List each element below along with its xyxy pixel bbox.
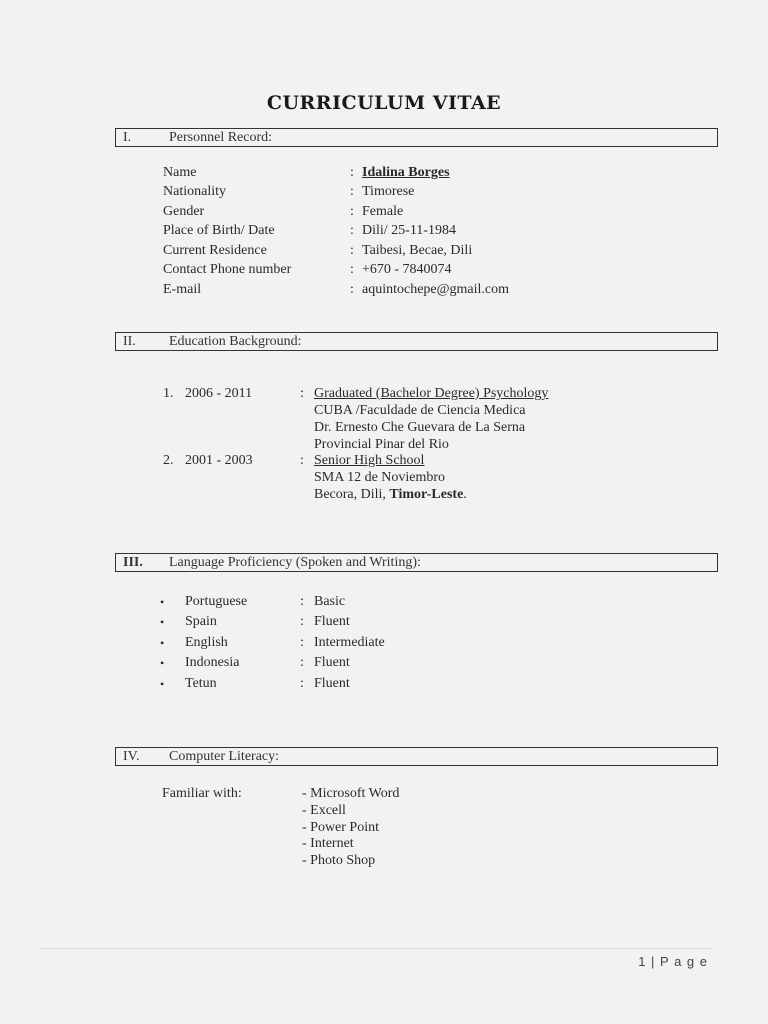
education-line [314,485,467,504]
education-years: 2001 - 2003 [185,453,253,468]
section-label: Language Proficiency (Spoken and Writing): [169,555,421,570]
section-header-education [115,332,718,351]
education-line: SMA 12 de Noviembro [314,470,446,485]
colon: : [350,184,354,199]
education-degree: Graduated (Bachelor Degree) Psychology [314,386,549,401]
birth-label: Place of Birth/ Date [163,223,275,238]
residence-label: Current Residence [163,243,267,258]
name-value: Idalina Borges [362,165,450,180]
education-degree: Senior High School [314,453,425,468]
language-name: Portuguese [185,594,248,609]
section-header-personal [115,128,718,147]
software-item: - Photo Shop [302,853,376,868]
education-period: . [463,487,467,502]
software-item: - Microsoft Word [302,786,400,801]
colon: : [350,243,354,258]
language-level: Basic [314,594,346,609]
phone-value: +670 - 7840074 [362,262,452,277]
bullet: • [160,595,165,609]
page-number: 1 | P a g e [638,954,708,969]
nationality-value: Timorese [362,184,415,199]
colon: : [350,262,354,277]
birth-value: Dili/ 25-11-1984 [362,223,456,238]
bullet: • [160,677,165,691]
language-name: English [185,635,228,650]
gender-value: Female [362,204,404,219]
residence-value: Taibesi, Becae, Dili [362,243,473,258]
section-number: II. [123,334,136,349]
colon: : [300,635,304,650]
name-label: Name [163,165,197,180]
gender-label: Gender [163,204,205,219]
footer-divider [40,948,712,949]
email-value: aquintochepe@gmail.com [362,282,510,297]
colon: : [350,165,354,180]
education-line: Dr. Ernesto Che Guevara de La Serna [314,420,526,435]
email-label: E-mail [163,282,202,297]
education-location: Becora, Dili, [314,487,390,502]
language-level: Fluent [314,676,350,691]
colon: : [350,282,354,297]
colon: : [300,655,304,670]
document-title: CURRICULUM VITAE [266,92,502,114]
colon: : [350,204,354,219]
education-line: CUBA /Faculdade de Ciencia Medica [314,403,526,418]
section-header-language [115,553,718,572]
education-number: 1. [163,386,174,401]
software-item: - Internet [302,836,354,851]
bullet: • [160,636,165,650]
section-header-computer [115,747,718,766]
education-number: 2. [163,453,174,468]
software-item: - Power Point [302,820,379,835]
colon: : [350,223,354,238]
bullet: • [160,656,165,670]
section-number: III. [123,555,143,570]
colon: : [300,614,304,629]
section-number: IV. [123,749,140,764]
language-level: Fluent [314,655,350,670]
section-label: Education Background: [169,334,302,349]
software-item: - Excell [302,803,346,818]
education-years: 2006 - 2011 [185,386,253,401]
nationality-label: Nationality [163,184,226,199]
education-country: Timor-Leste [389,487,464,502]
language-level: Intermediate [314,635,385,650]
language-name: Indonesia [185,655,240,670]
section-label: Personnel Record: [169,130,273,145]
language-name: Tetun [185,676,217,691]
section-label: Computer Literacy: [169,749,280,764]
section-number: I. [123,130,132,145]
language-level: Fluent [314,614,350,629]
colon: : [300,594,304,609]
colon: : [300,676,304,691]
bullet: • [160,615,165,629]
education-line: Provincial Pinar del Rio [314,437,449,452]
familiar-label: Familiar with: [162,786,242,801]
language-name: Spain [185,614,217,629]
colon: : [300,386,304,401]
phone-label: Contact Phone number [163,262,292,277]
colon: : [300,453,304,468]
